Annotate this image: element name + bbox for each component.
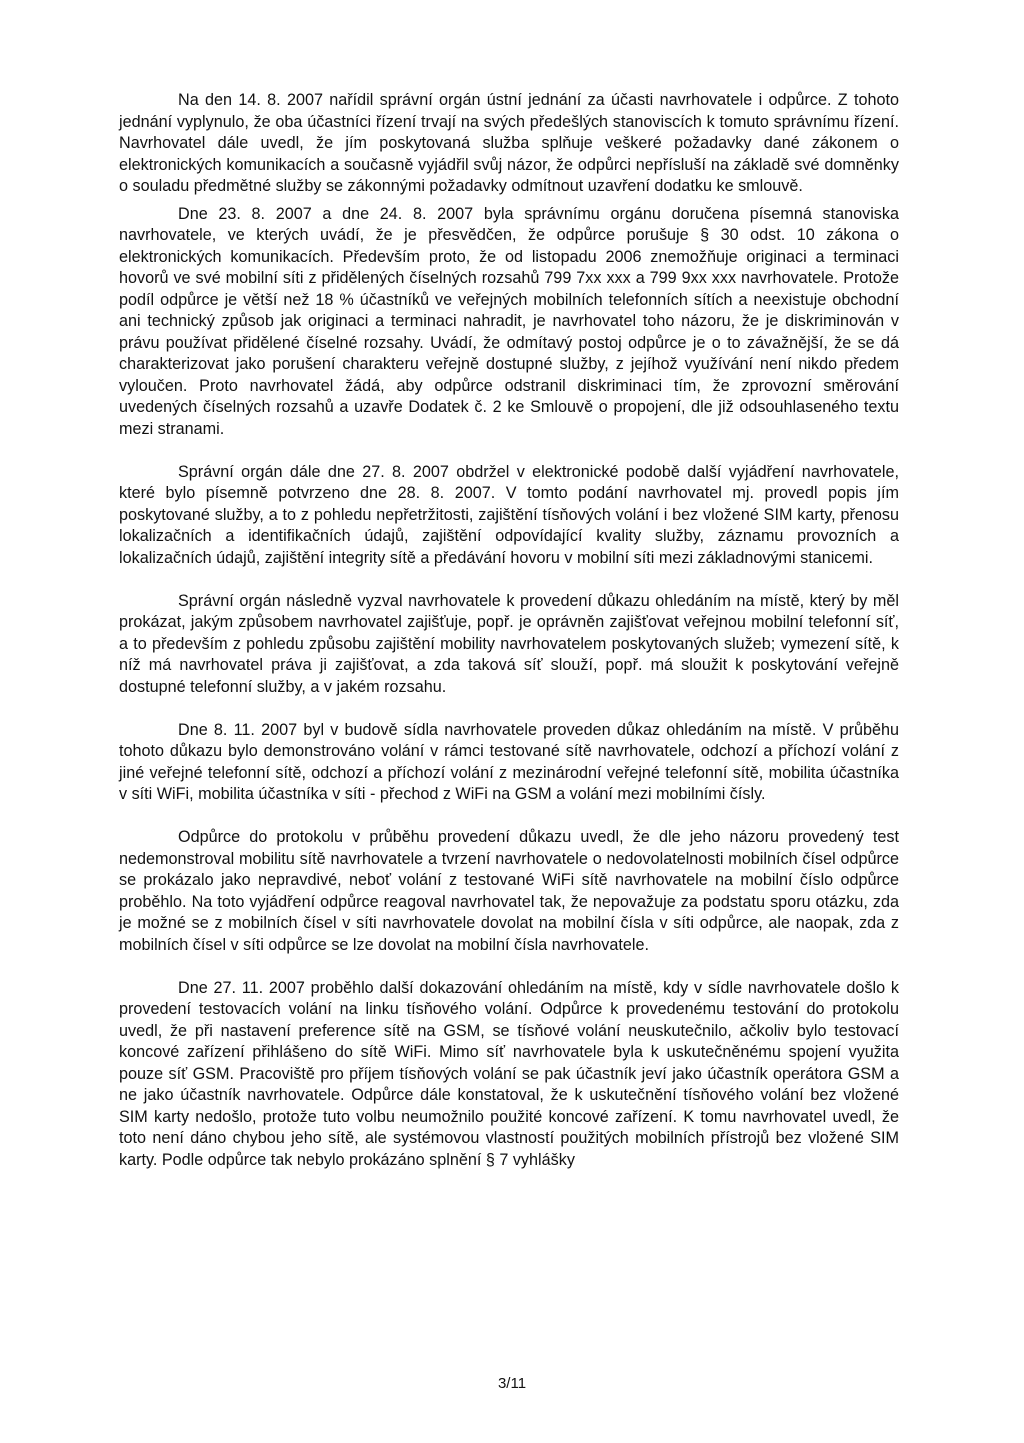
paragraph-electronic-statement: Správní orgán dále dne 27. 8. 2007 obdržel v elektronické podobě další vyjádření navrhovatele, které bylo písemně potvrzeno dne 28. 8. 2007. V tomto podání navrhovatel mj. provedl popis jím poskytované služby, a to z pohledu nepřetržitosti, zajištění tísňových volání i bez vložené SIM karty, přenosu lokalizačních a identifikačních údajů, zajištění odpovídající kvality služby, záznamu provozních a lokalizačních údajů, zajištění integrity sítě a předávání hovoru v mobilní síti mezi základnovými stanicemi. bbox=[119, 462, 899, 567]
paragraph-written-statements: Dne 23. 8. 2007 a dne 24. 8. 2007 byla správnímu orgánu doručena písemná stanoviska navrhovatele, ve kterých uvádí, že je přesvědčen, že odpůrce porušuje § 30 odst. 10 zákona o elektronických komunikacích. Především proto, že od listopadu 2006 znemožňuje originaci a terminaci hovorů ve své mobilní síti z přidělených číselných rozsahů 799 7xx xxx a 799 9xx xxx navrhovatele. Protože podíl odpůrce je větší než 18 % účastníků ve veřejných mobilních telefonních sítích a neexistuje obchodní ani technický způsob jak originaci a terminaci nahradit, je navrhovatel toho názoru, že je diskriminován v právu používat přidělené číselné rozsahy. Uvádí, že odmítavý postoj odpůrce je o to závažnější, že se dá charakterizovat jako porušení charakteru veřejně dostupné služby, z jejíhož využívání není nikdo předem vyloučen. Proto navrhovatel žádá, aby odpůrce odstranil diskriminaci tím, že zprovozní směrování uvedených číselných rozsahů a uzavře Dodatek č. 2 ke Smlouvě o propojení, dle již odsouhlaseného textu mezi stranami. bbox=[119, 204, 899, 438]
paragraph-hearing: Na den 14. 8. 2007 nařídil správní orgán ústní jednání za účasti navrhovatele i odpůrce. Z tohoto jednání vyplynulo, že oba účastníci řízení trvají na svých předešlých stanoviscích k tomuto správnímu řízení. Navrhovatel dále uvedl, že jím poskytovaná služba splňuje veškeré požadavky dané zákonem o elektronických komunikacích a současně vyjádřil svůj názor, že odpůrci nepřísluší na základě své domněnky o souladu předmětné služby se zákonnými požadavky odmítnout uzavření dodatku ke smlouvě. bbox=[119, 91, 899, 195]
paragraph-inspection-november-27: Dne 27. 11. 2007 proběhlo další dokazování ohledáním na místě, kdy v sídle navrhovatele došlo k provedení testovacích volání na linku tísňového volání. Odpůrce k provedenému testování do protokolu uvedl, že při nastavení preference sítě na GSM, se tísňové volání neuskutečnilo, ačkoliv bylo testovací koncové zařízení přihlášeno do sítě WiFi. Mimo síť navrhovatele byla k uskutečněnému spojení využita pouze síť GSM. Pracoviště pro příjem tísňových volání se pak účastník jeví jako účastník operátora GSM a ne jako účastník navrhovatele. Odpůrce dále konstatoval, že k uskutečnění tísňového volání bez vložené SIM karty nedošlo, protože tuto volbu neumožnilo použité koncové zařízení. K tomu navrhovatel uvedl, že toto není dáno chybou jeho sítě, ale systémovou vlastností použitých mobilních přístrojů bez vložené SIM karty. Podle odpůrce tak nebylo prokázáno splnění § 7 vyhlášky bbox=[119, 978, 899, 1169]
paragraph-respondent-protocol: Odpůrce do protokolu v průběhu provedení důkazu uvedl, že dle jeho názoru provedený test nedemonstroval mobilitu sítě navrhovatele a tvrzení navrhovatele o nedovolatelnosti mobilních čísel odpůrce se prokázalo jako nepravdivé, neboť volání z testované WiFi sítě navrhovatele na mobilní číslo odpůrce proběhlo. Na toto vyjádření odpůrce reagoval navrhovatel tak, že nepovažuje za podstatu sporu otázku, zda je možné se z mobilních čísel v síti navrhovatele dovolat na mobilní čísla v síti odpůrce, ale naopak, zda z mobilních čísel v síti odpůrce se lze dovolat na mobilní čísla navrhovatele. bbox=[119, 828, 899, 954]
paragraph-evidence-request: Správní orgán následně vyzval navrhovatele k provedení důkazu ohledáním na místě, který by měl prokázat, jakým způsobem navrhovatel zajišťuje, popř. je oprávněn zajišťovat veřejnou mobilní telefonní síť, a to především z pohledu způsobu zajištění mobility navrhovatelem poskytovaných služeb; vymezení sítě, k níž má navrhovatel práva ji zajišťovat, a zda taková síť slouží, popř. má sloužit k poskytování veřejně dostupné telefonní služby, a v jakém rozsahu. bbox=[119, 591, 899, 696]
page-number: 3/11 bbox=[497, 1375, 527, 1392]
paragraph-inspection-november-8: Dne 8. 11. 2007 byl v budově sídla navrhovatele proveden důkaz ohledáním na místě. V průběhu tohoto důkazu bylo demonstrováno volání v rámci testované sítě navrhovatele, odchozí a příchozí volání z jiné veřejné telefonní sítě, odchozí a příchozí volání z mezinárodní veřejné telefonní sítě, mobilita účastníka v síti WiFi, mobilita účastníka v síti - přechod z WiFi na GSM a volání mezi mobilními čísly. bbox=[119, 720, 899, 803]
document-body bbox=[119, 90, 899, 1171]
